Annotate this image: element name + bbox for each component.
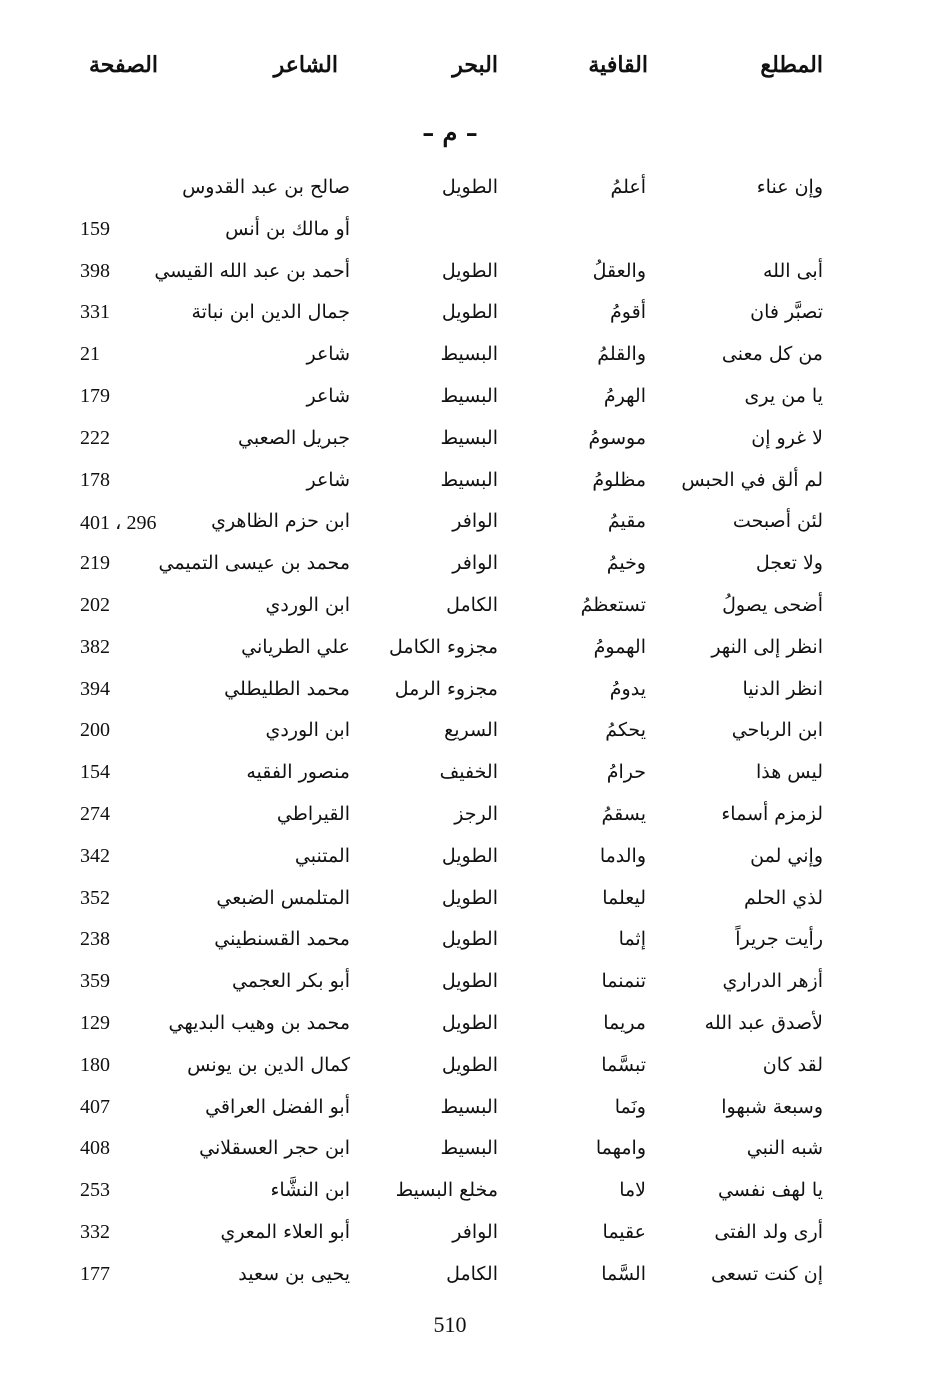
row-page-ref: 200: [80, 719, 110, 742]
index-row: [0, 1096, 938, 1136]
row-qafiya: يسقمُ: [601, 803, 646, 825]
row-qafiya: موسومُ: [588, 426, 646, 449]
row-qafiya: ونَما: [614, 1095, 646, 1118]
row-qafiya: مظلومُ: [592, 468, 646, 491]
index-row: [0, 218, 938, 258]
row-page-ref: 179: [80, 385, 110, 407]
row-page-ref: 342: [80, 844, 110, 867]
row-poet: علي الطرياني: [241, 635, 350, 658]
row-poet: أبو العلاء المعري: [220, 1221, 350, 1243]
index-row: [0, 510, 938, 550]
row-page-ref: 180: [80, 1053, 110, 1076]
row-poet: جمال الدين ابن نباتة: [191, 301, 350, 324]
index-row: [0, 1179, 938, 1219]
row-poet: أبو الفضل العراقي: [205, 1095, 350, 1118]
index-row: [0, 1137, 938, 1177]
row-poet: ابن الوردي: [265, 594, 350, 616]
row-page-ref: 401 ، 296: [80, 512, 157, 535]
row-qafiya: أعلمُ: [610, 176, 646, 198]
index-row: [0, 719, 938, 759]
row-matla: تصبَّر فان: [750, 301, 823, 324]
row-bahr: البسيط: [440, 343, 498, 366]
row-poet: المتنبي: [294, 844, 350, 867]
row-poet: جبريل الصعبي: [238, 426, 350, 449]
row-qafiya: إثما: [618, 928, 646, 951]
row-page-ref: 407: [80, 1095, 110, 1118]
row-poet: شاعر: [306, 385, 350, 407]
row-bahr: الطويل: [441, 886, 498, 909]
row-matla: وسبعة شبهوا: [721, 1095, 823, 1118]
index-row: [0, 970, 938, 1010]
index-row: [0, 301, 938, 341]
row-page-ref: 159: [80, 217, 110, 240]
row-poet: صالح بن عبد القدوس: [182, 176, 350, 198]
row-bahr: الطويل: [441, 259, 498, 282]
row-qafiya: أقومُ: [610, 301, 646, 324]
row-page-ref: 332: [80, 1221, 110, 1243]
row-page-ref: 359: [80, 970, 110, 993]
row-page-ref: 394: [80, 677, 110, 700]
row-bahr: البسيط: [440, 1095, 498, 1118]
row-page-ref: 398: [80, 259, 110, 282]
row-poet: منصور الفقيه: [246, 761, 350, 784]
row-page-ref: 222: [80, 426, 110, 449]
row-page-ref: 274: [80, 803, 110, 825]
index-row: [0, 343, 938, 383]
row-qafiya: وامهما: [595, 1137, 646, 1160]
row-page-ref: 408: [80, 1137, 110, 1160]
row-matla: لئن أصبحت: [732, 510, 823, 533]
index-row: [0, 761, 938, 801]
index-row: [0, 552, 938, 592]
section-letter-heading: – م –: [422, 118, 478, 147]
row-poet: أحمد بن عبد الله القيسي: [154, 259, 350, 282]
row-matla: ولا تعجل: [755, 552, 823, 575]
row-qafiya: والقلمُ: [597, 343, 646, 366]
column-header-matla: المطلع: [760, 52, 823, 78]
row-poet: محمد بن وهيب البديهي: [168, 1012, 350, 1034]
column-header-bahr: البحر: [452, 52, 498, 78]
row-matla: شبه النبي: [746, 1137, 823, 1160]
index-row: [0, 636, 938, 676]
index-row: [0, 427, 938, 467]
row-bahr: الرجز: [454, 803, 498, 825]
row-qafiya: الهمومُ: [593, 635, 646, 658]
row-bahr: البسيط: [440, 385, 498, 407]
row-matla: ليس هذا: [755, 761, 823, 784]
row-qafiya: مريما: [603, 1012, 646, 1034]
row-matla: أضحى يصولُ: [722, 594, 823, 616]
index-row: [0, 1012, 938, 1052]
column-header-qafiya: القافية: [588, 52, 648, 78]
page-number: 510: [433, 1312, 467, 1337]
row-poet: ابن النشَّاء: [270, 1179, 350, 1202]
index-row: [0, 845, 938, 885]
row-page-ref: 177: [80, 1262, 110, 1285]
row-page-ref: 21: [80, 343, 100, 366]
row-bahr: السريع: [444, 719, 498, 742]
row-bahr: الطويل: [441, 176, 498, 198]
row-bahr: الخفيف: [439, 761, 498, 784]
row-bahr: البسيط: [440, 426, 498, 449]
row-matla: يا من يرى: [744, 385, 823, 407]
row-qafiya: حرامُ: [606, 761, 646, 784]
index-row: [0, 469, 938, 509]
row-page-ref: 154: [80, 761, 110, 784]
row-qafiya: الهرمُ: [603, 385, 646, 407]
row-bahr: مجزوء الرمل: [394, 677, 498, 700]
row-page-ref: 352: [80, 886, 110, 909]
index-row: [0, 260, 938, 300]
row-bahr: الوافر: [452, 1221, 498, 1243]
row-page-ref: 202: [80, 594, 110, 616]
row-matla: انظر الدنيا: [742, 677, 823, 700]
row-matla: رأيت جريراً: [735, 928, 823, 951]
row-qafiya: لاما: [619, 1179, 646, 1202]
row-matla: من كل معنى: [721, 343, 823, 366]
row-matla: أبى الله: [763, 259, 823, 282]
row-poet: ابن الوردي: [265, 719, 350, 742]
row-matla: يا لهف نفسي: [717, 1179, 823, 1202]
row-poet: ابن حزم الظاهري: [211, 510, 350, 533]
row-matla: لم ألق في الحبس: [681, 468, 823, 491]
index-row: [0, 1263, 938, 1303]
row-matla: ابن الرباحي: [731, 719, 823, 742]
row-bahr: مجزوء الكامل: [389, 635, 498, 658]
row-qafiya: والعقلُ: [592, 259, 646, 282]
row-qafiya: ليعلما: [602, 886, 646, 909]
row-bahr: الوافر: [452, 510, 498, 533]
row-bahr: البسيط: [440, 1137, 498, 1160]
index-row: [0, 1054, 938, 1094]
row-poet: القيراطي: [276, 803, 350, 825]
row-poet: محمد الطليطلي: [224, 677, 350, 700]
row-qafiya: وخيمُ: [606, 552, 646, 575]
row-poet: شاعر: [306, 343, 350, 366]
row-bahr: الكامل: [446, 594, 498, 616]
column-header-page: الصفحة: [88, 52, 158, 78]
index-row: [0, 1221, 938, 1261]
row-bahr: الطويل: [441, 1012, 498, 1034]
index-row: [0, 594, 938, 634]
index-row: [0, 803, 938, 843]
row-matla: وإن عناء: [756, 176, 823, 198]
row-matla: لزمزم أسماء: [721, 803, 823, 825]
row-poet: محمد القسنطيني: [214, 928, 350, 951]
row-bahr: الطويل: [441, 1053, 498, 1076]
row-poet: أو مالك بن أنس: [225, 217, 350, 240]
row-matla: لا غرو إن: [751, 426, 823, 449]
row-poet: يحيى بن سعيد: [238, 1262, 350, 1285]
row-qafiya: يحكمُ: [605, 719, 646, 742]
row-matla: أزهر الدراري: [722, 970, 823, 993]
row-page-ref: 219: [80, 552, 110, 575]
row-qafiya: تنمنما: [601, 970, 646, 993]
row-matla: لقد كان: [762, 1053, 823, 1076]
row-matla: وإني لمن: [750, 844, 823, 867]
row-poet: المتلمس الضبعي: [216, 886, 350, 909]
row-bahr: الطويل: [441, 970, 498, 993]
row-qafiya: تستعظمُ: [580, 594, 646, 616]
row-qafiya: مقيمُ: [607, 510, 646, 533]
row-qafiya: تبسَّما: [601, 1053, 646, 1076]
row-bahr: الطويل: [441, 928, 498, 951]
index-row: [0, 678, 938, 718]
row-matla: أرى ولد الفتى: [714, 1221, 823, 1243]
row-matla: لأصدق عبد الله: [704, 1012, 823, 1034]
column-header-shaer: الشاعر: [273, 52, 338, 78]
row-bahr: الكامل: [446, 1262, 498, 1285]
row-poet: ابن حجر العسقلاني: [199, 1137, 350, 1160]
row-matla: لذي الحلم: [744, 886, 823, 909]
row-matla: إن كنت تسعى: [711, 1262, 823, 1285]
row-bahr: الطويل: [441, 844, 498, 867]
row-page-ref: 253: [80, 1179, 110, 1202]
row-page-ref: 331: [80, 301, 110, 324]
index-row: [0, 928, 938, 968]
row-qafiya: يدومُ: [609, 677, 646, 700]
row-page-ref: 238: [80, 928, 110, 951]
row-matla: انظر إلى النهر: [711, 635, 823, 658]
row-page-ref: 178: [80, 468, 110, 491]
row-poet: كمال الدين بن يونس: [187, 1053, 350, 1076]
row-bahr: مخلع البسيط: [395, 1179, 498, 1202]
row-qafiya: السَّما: [601, 1262, 646, 1285]
row-page-ref: 382: [80, 635, 110, 658]
row-bahr: الطويل: [441, 301, 498, 324]
row-qafiya: عقيما: [602, 1221, 646, 1243]
index-row: [0, 176, 938, 216]
row-bahr: الوافر: [452, 552, 498, 575]
row-qafiya: والدما: [599, 844, 646, 867]
index-row: [0, 887, 938, 927]
row-bahr: البسيط: [440, 468, 498, 491]
row-poet: محمد بن عيسى التميمي: [158, 552, 350, 575]
row-poet: أبو بكر العجمي: [231, 970, 350, 993]
index-row: [0, 385, 938, 425]
row-page-ref: 129: [80, 1012, 110, 1034]
row-poet: شاعر: [306, 468, 350, 491]
